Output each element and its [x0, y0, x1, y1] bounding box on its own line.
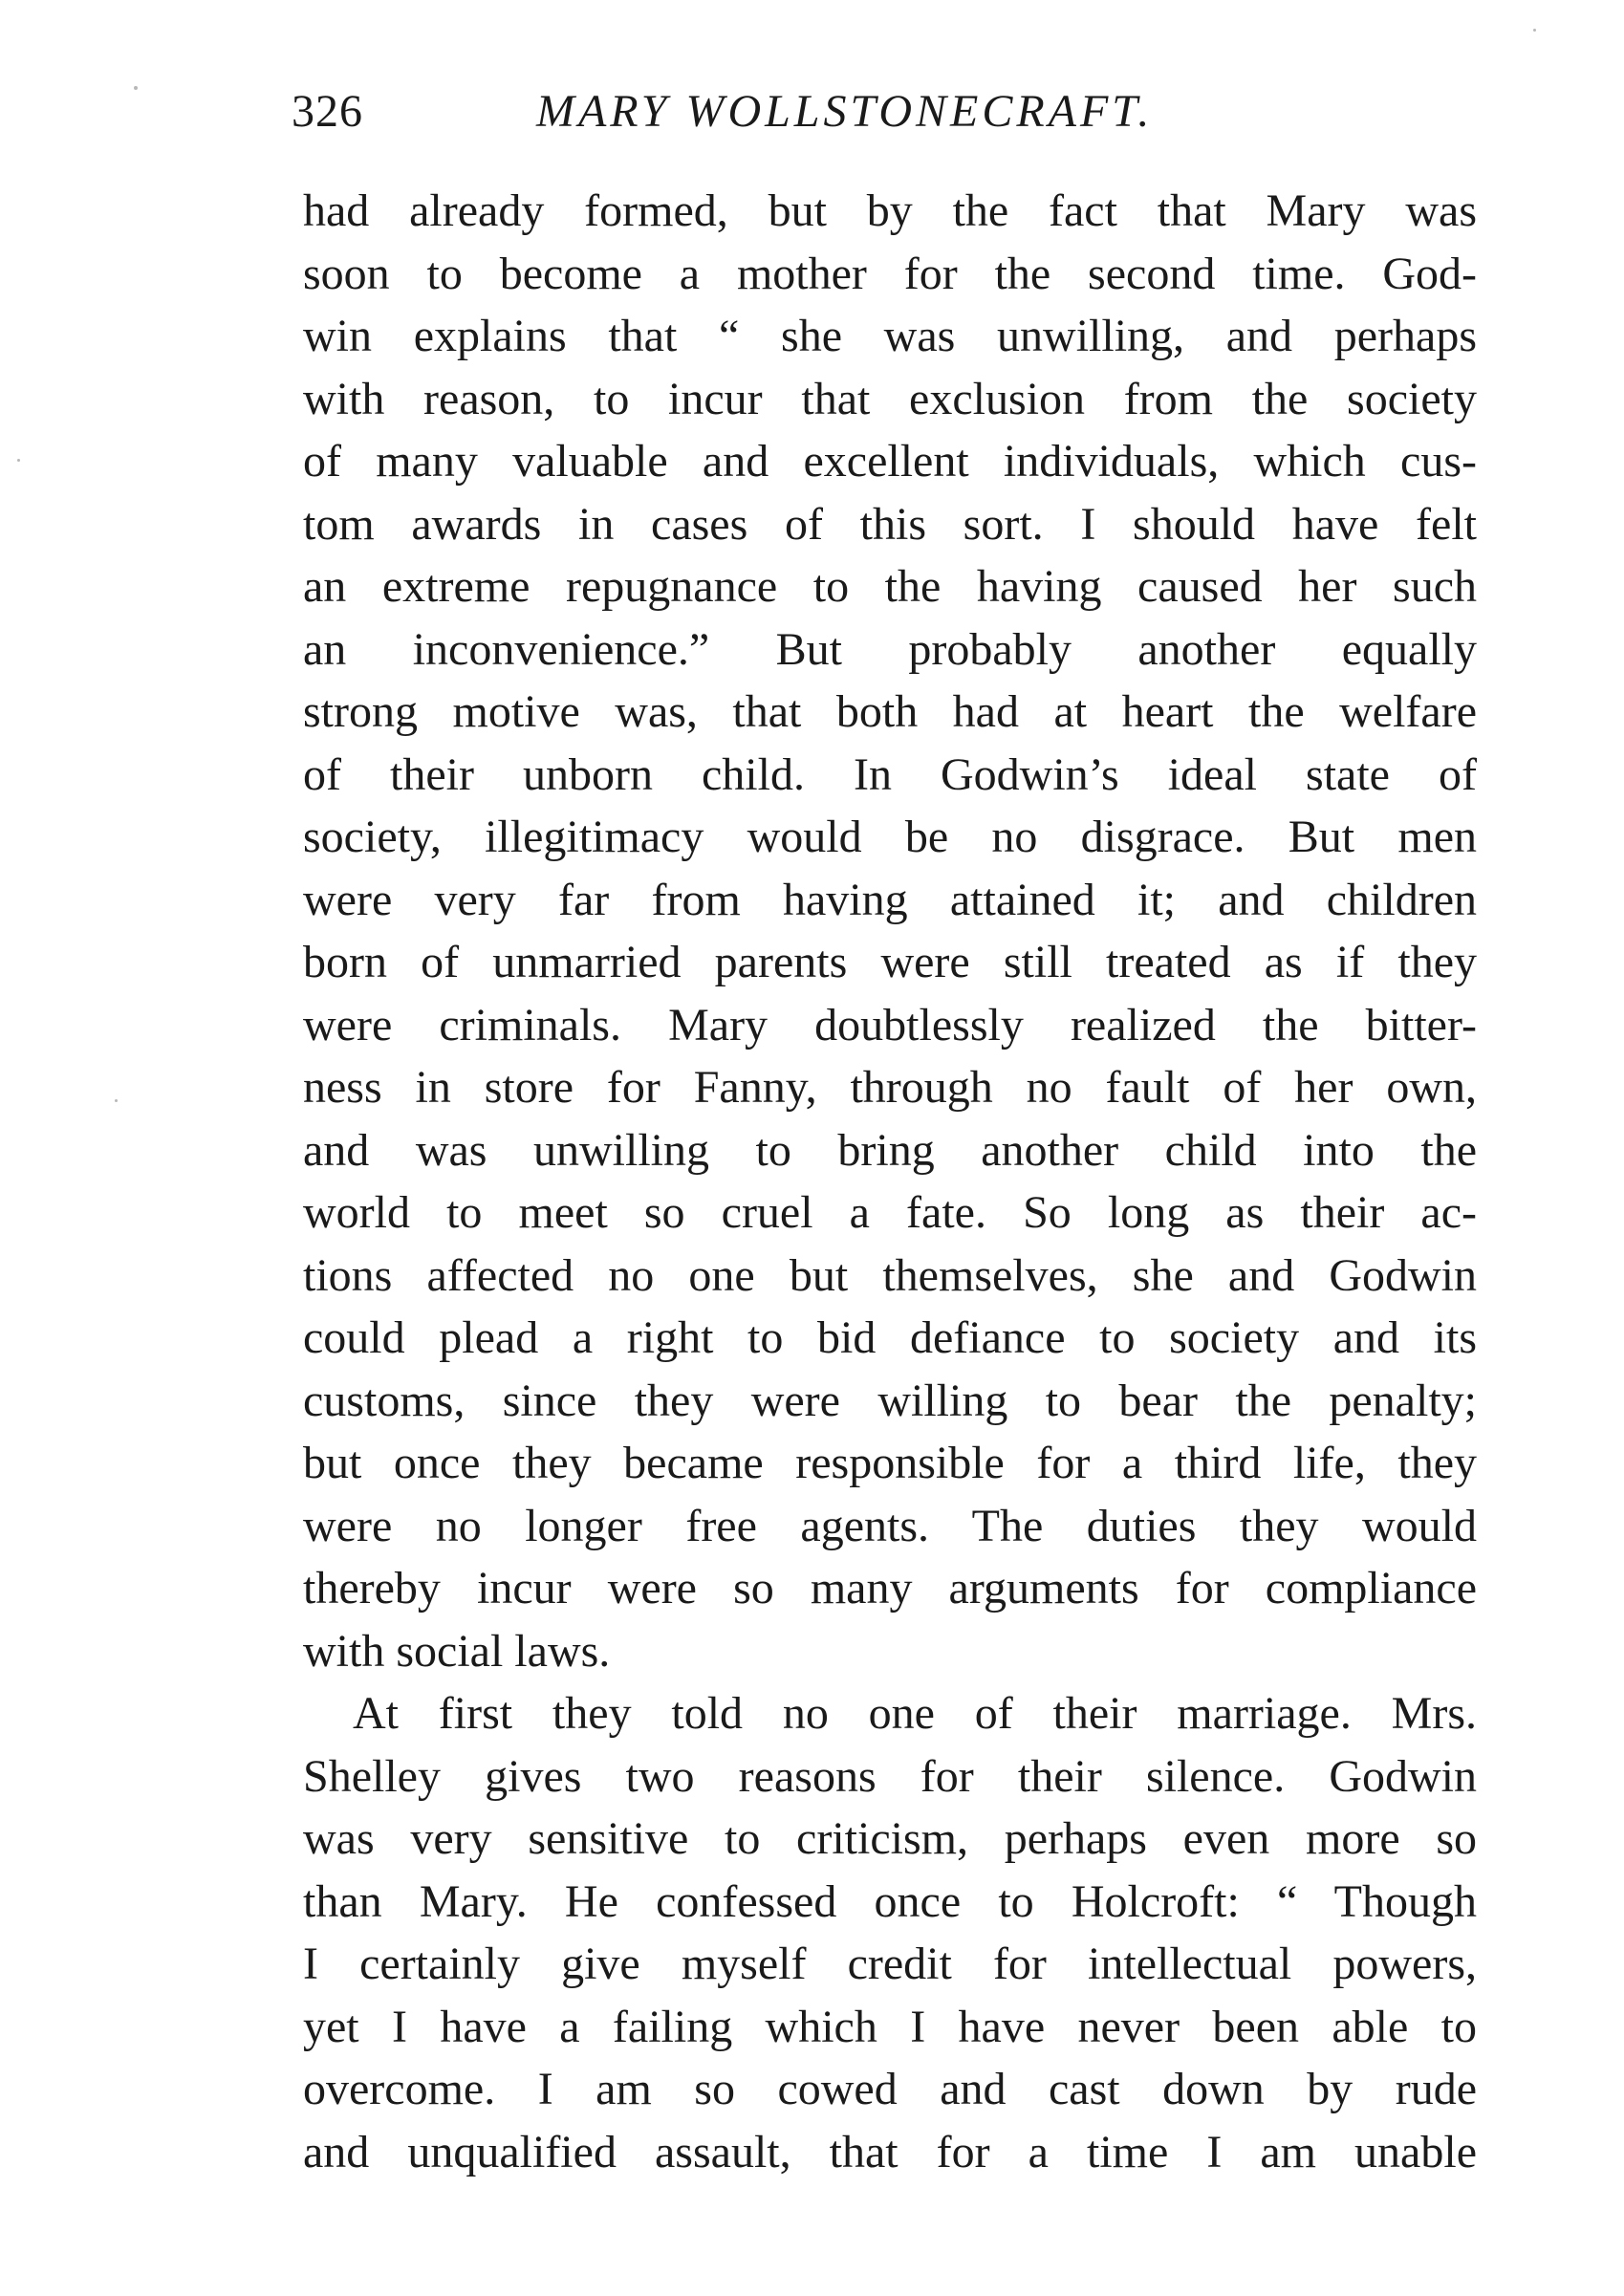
text-line: overcome. I am so cowed and cast down by rude — [303, 2064, 1477, 2114]
text-line: and unqualified assault, that for a time I am unable — [303, 2126, 1477, 2177]
text-line: of many valuable and excellent individuals, which cus- — [303, 436, 1477, 487]
scan-speck — [1533, 29, 1536, 32]
text-line: yet I have a failing which I have never been able to — [303, 2001, 1477, 2052]
body-text — [303, 180, 1477, 2183]
text-line: Shelley gives two reasons for their silence. Godwin — [303, 1750, 1477, 1802]
text-line: but once they became responsible for a third life, they — [303, 1438, 1477, 1488]
text-line: soon to become a mother for the second time. God- — [303, 248, 1477, 299]
text-line: an extreme repugnance to the having caused her such — [303, 561, 1477, 612]
text-line: an inconvenience.” But probably another equally — [303, 623, 1477, 675]
text-line: customs, since they were willing to bear the penalty; — [303, 1375, 1477, 1426]
text-line: world to meet so cruel a fate. So long as their ac- — [303, 1187, 1477, 1238]
paragraph-end-line: with social laws. — [303, 1625, 611, 1677]
text-line: strong motive was, that both had at heart the welfare — [303, 686, 1477, 737]
running-title: MARY WOLLSTONECRAFT. — [536, 86, 1154, 137]
text-line: was very sensitive to criticism, perhaps even more so — [303, 1813, 1477, 1864]
text-line: were no longer free agents. The duties they would — [303, 1500, 1477, 1551]
text-line: had already formed, but by the fact that Mary was — [303, 185, 1477, 236]
scan-speck — [115, 1099, 118, 1102]
page-number: 326 — [292, 86, 363, 137]
text-line: born of unmarried parents were still treated as if they — [303, 937, 1477, 987]
text-line: with reason, to incur that exclusion from the society — [303, 373, 1477, 424]
text-line: were criminals. Mary doubtlessly realized the bitter- — [303, 999, 1477, 1051]
text-line: and was unwilling to bring another child into the — [303, 1124, 1477, 1176]
scan-speck — [134, 86, 138, 90]
scan-speck — [17, 459, 20, 462]
text-line: tions affected no one but themselves, she and Godwin — [303, 1249, 1477, 1301]
text-line: were very far from having attained it; and children — [303, 874, 1477, 925]
text-line: could plead a right to bid defiance to society and its — [303, 1312, 1477, 1363]
text-line: of their unborn child. In Godwin’s ideal state of — [303, 748, 1477, 800]
text-line: ness in store for Fanny, through no fault of her own, — [303, 1062, 1477, 1113]
text-line: society, illegitimacy would be no disgrace. But men — [303, 812, 1477, 862]
text-line: win explains that “ she was unwilling, and perhaps — [303, 311, 1477, 361]
text-line: than Mary. He confessed once to Holcroft: “ Though — [303, 1875, 1477, 1927]
text-line: tom awards in cases of this sort. I should have felt — [303, 498, 1477, 550]
running-head — [292, 80, 1477, 143]
paragraph-start-line: At first they told no one of their marriage. Mrs. — [353, 1688, 1477, 1739]
text-line: thereby incur were so many arguments for compliance — [303, 1563, 1477, 1614]
text-line: I certainly give myself credit for intellectual powers, — [303, 1939, 1477, 1989]
